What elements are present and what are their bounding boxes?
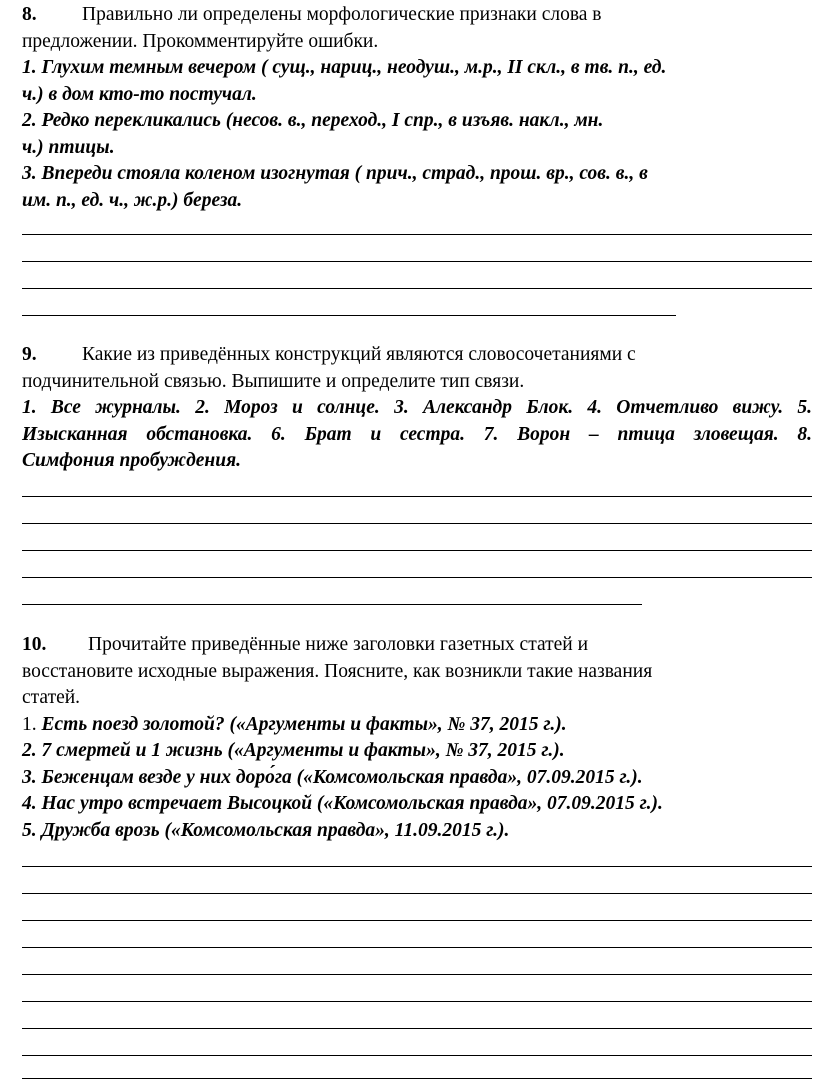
task-10-prompt-line-3: статей. — [22, 687, 81, 708]
answer-line — [22, 866, 812, 867]
task-8-item-line-5: 3. Впереди стояла коленом изогнутая ( прич., страд., прош. вр., сов. в., в — [22, 163, 648, 184]
answer-line — [22, 577, 812, 578]
answer-line — [22, 1028, 812, 1029]
task-10-number: 10. — [22, 634, 47, 655]
answer-line — [22, 288, 812, 289]
answer-line — [22, 1001, 812, 1002]
answer-line — [22, 261, 812, 262]
answer-line — [22, 604, 642, 605]
task-10 — [22, 632, 812, 844]
answer-line — [22, 315, 676, 316]
answer-line — [22, 550, 812, 551]
task-10-item-text: Есть поезд золотой? («Аргументы и факты», № 37, 2015 г.). — [41, 713, 567, 735]
task-8-item-line-2: ч.) в дом кто-то постучал. — [22, 83, 257, 105]
answer-line — [22, 947, 812, 948]
task-10-item-line-4: 4. Нас утро встречает Высоцкой («Комсомольская правда», 07.09.2015 г.). — [22, 793, 663, 814]
answer-line — [22, 1055, 812, 1056]
answer-line — [22, 1078, 812, 1079]
answer-line — [22, 974, 812, 975]
answer-line — [22, 496, 812, 497]
task-9-number: 9. — [22, 344, 37, 365]
answer-line — [22, 893, 812, 894]
task-8-prompt-text-1: Правильно ли определены морфологические признаки слова в — [82, 4, 602, 25]
task-8-prompt-line-1 — [22, 2, 812, 29]
task-8-number: 8. — [22, 4, 37, 25]
task-9-item-line-2: Изысканная обстановка. 6. Брат и сестра. 7. Ворон – птица зловещая. 8. — [22, 423, 812, 445]
task-8-item-line-6: им. п., ед. ч., ж.р.) береза. — [22, 189, 243, 211]
task-9-prompt-line-1 — [22, 342, 812, 369]
task-10-item-line-5: 5. Дружба врозь («Комсомольская правда», 11.09.2015 г.). — [22, 819, 510, 841]
task-10-prompt-line-1 — [22, 632, 812, 659]
task-9-item-line-3: Симфония пробуждения. — [22, 450, 241, 471]
answer-line — [22, 234, 812, 235]
task-10-prompt-line-2: восстановите исходные выражения. Поясните, как возникли такие названия — [22, 660, 653, 682]
task-8-prompt-line-2: предложении. Прокомментируйте ошибки. — [22, 30, 379, 52]
task-9-item-line-1: 1. Все журналы. 2. Мороз и солнце. 3. Александр Блок. 4. Отчетливо вижу. 5. — [22, 397, 812, 418]
task-8 — [22, 2, 812, 214]
task-9 — [22, 342, 812, 475]
task-9-prompt-line-2: подчинительной связью. Выпишите и определите тип связи. — [22, 370, 525, 392]
task-10-item-line-1 — [22, 712, 812, 739]
task-10-item-prefix: 1. — [22, 713, 42, 735]
answer-line — [22, 920, 812, 921]
task-9-prompt-text-1: Какие из приведённых конструкций являются словосочетаниями с — [82, 344, 636, 365]
task-10-prompt-text-1: Прочитайте приведённые ниже заголовки газетных статей и — [88, 634, 589, 655]
task-8-item-line-4: ч.) птицы. — [22, 136, 115, 158]
task-8-item-line-1: 1. Глухим темным вечером ( сущ., нариц., неодуш., м.р., II скл., в тв. п., ед. — [22, 57, 667, 78]
task-8-item-line-3: 2. Редко перекликались (несов. в., переход., I спр., в изъяв. накл., мн. — [22, 110, 604, 131]
task-10-item-line-2: 2. 7 смертей и 1 жизнь («Аргументы и факты», № 37, 2015 г.). — [22, 740, 565, 761]
task-10-item-line-3: 3. Беженцам везде у них доро́га («Комсомольская правда», 07.09.2015 г.). — [22, 766, 643, 788]
answer-line — [22, 523, 812, 524]
